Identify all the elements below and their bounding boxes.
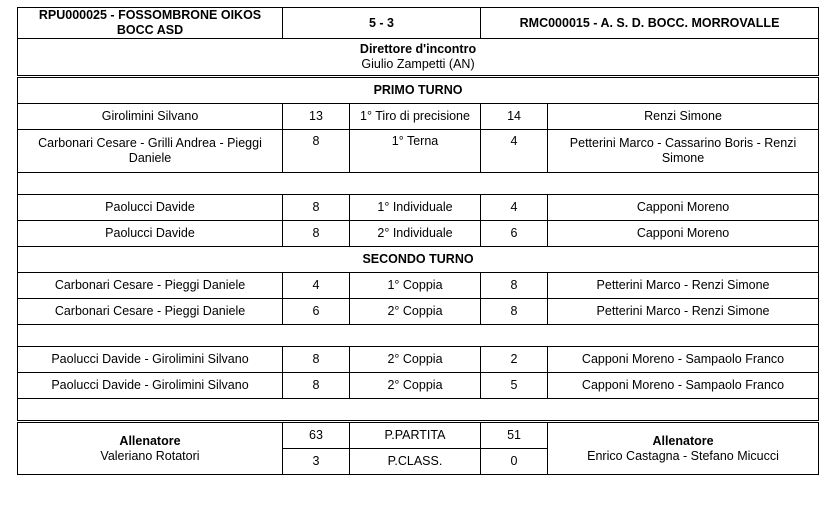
director-label: Direttore d'incontro [359,42,477,56]
director-name: Giulio Zampetti (AN) [361,57,475,71]
away-players: Petterini Marco - Renzi Simone [548,273,819,299]
home-score: 4 [283,273,350,299]
game-row [18,104,819,130]
event-name: 2° Coppia [350,347,481,373]
event-name: 1° Individuale [350,195,481,221]
class-away: 0 [481,449,548,475]
home-players: Paolucci Davide [18,221,283,247]
spacer-row [18,399,819,422]
away-coach-name: Enrico Castagna - Stefano Micucci [587,448,779,463]
game-row [18,195,819,221]
game-row [18,273,819,299]
game-row [18,130,819,173]
home-score: 8 [283,347,350,373]
home-score: 8 [283,130,350,173]
section-title-row [18,77,819,104]
match-report [17,7,819,475]
away-players: Capponi Moreno - Sampaolo Franco [548,373,819,399]
away-coach-label: Allenatore [652,433,714,448]
section-title: PRIMO TURNO [18,77,819,104]
away-score: 4 [481,195,548,221]
home-players: Paolucci Davide - Girolimini Silvano [18,347,283,373]
away-score: 14 [481,104,548,130]
away-players: Renzi Simone [548,104,819,130]
header-row [18,8,819,39]
away-players: Petterini Marco - Cassarino Boris - Renzi Simone [548,130,819,173]
game-row [18,221,819,247]
away-score: 5 [481,373,548,399]
section-title-row [18,247,819,273]
away-players: Capponi Moreno [548,221,819,247]
away-players: Capponi Moreno - Sampaolo Franco [548,347,819,373]
home-score: 6 [283,299,350,325]
match-table [17,7,819,475]
away-players: Petterini Marco - Renzi Simone [548,299,819,325]
game-row [18,373,819,399]
home-players: Paolucci Davide - Girolimini Silvano [18,373,283,399]
event-name: 2° Individuale [350,221,481,247]
away-score: 6 [481,221,548,247]
home-team: RPU000025 - FOSSOMBRONE OIKOS BOCC ASD [18,8,283,39]
home-players: Carbonari Cesare - Pieggi Daniele [18,299,283,325]
class-home: 3 [283,449,350,475]
away-score: 8 [481,299,548,325]
away-players: Capponi Moreno [548,195,819,221]
away-coach [548,422,819,475]
home-players: Girolimini Silvano [18,104,283,130]
away-team: RMC000015 - A. S. D. BOCC. MORROVALLE [481,8,819,39]
partita-away: 51 [481,422,548,449]
final-score: 5 - 3 [283,8,481,39]
director-row [18,39,819,77]
class-label: P.CLASS. [350,449,481,475]
section-title: SECONDO TURNO [18,247,819,273]
event-name: 2° Coppia [350,373,481,399]
home-players: Carbonari Cesare - Grilli Andrea - Pieggi Daniele [18,130,283,173]
event-name: 1° Tiro di precisione [350,104,481,130]
home-coach [18,422,283,475]
away-score: 2 [481,347,548,373]
spacer-row [18,173,819,195]
totals-row [18,422,819,449]
away-score: 8 [481,273,548,299]
event-name: 1° Terna [350,130,481,173]
away-score: 4 [481,130,548,173]
home-players: Paolucci Davide [18,195,283,221]
home-coach-label: Allenatore [119,433,181,448]
home-score: 8 [283,195,350,221]
event-name: 1° Coppia [350,273,481,299]
home-score: 8 [283,221,350,247]
home-players: Carbonari Cesare - Pieggi Daniele [18,273,283,299]
home-score: 8 [283,373,350,399]
event-name: 2° Coppia [350,299,481,325]
game-row [18,299,819,325]
partita-home: 63 [283,422,350,449]
spacer-row [18,325,819,347]
partita-label: P.PARTITA [350,422,481,449]
home-score: 13 [283,104,350,130]
home-coach-name: Valeriano Rotatori [100,448,200,463]
game-row [18,347,819,373]
